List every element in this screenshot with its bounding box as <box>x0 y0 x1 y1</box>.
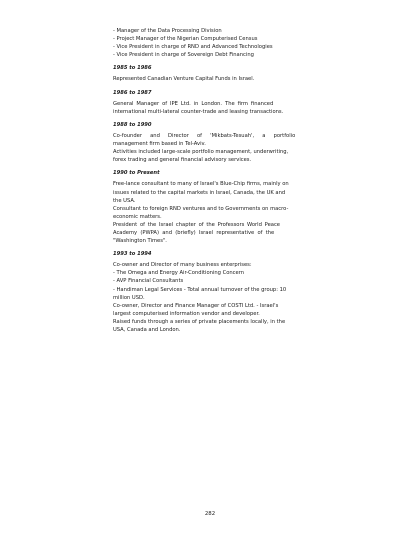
section-text: million USD. <box>113 294 145 301</box>
section-heading: 1986 to 1987 <box>113 89 152 96</box>
section-text: Academy (PWPA) and (briefly) Israel representative of the <box>113 229 275 236</box>
section-text: Consultant to foreign RND ventures and to Governments on macro- <box>113 205 289 212</box>
section-text: President of the Israel chapter of the Professors World Peace <box>113 221 280 228</box>
section-text: Co-founder and Director of 'Mikbats-Tesuah', a portfolio <box>113 132 296 139</box>
section-text: largest computerised information vendor and developer. <box>113 310 260 317</box>
section-text: management firm based in Tel-Aviv. <box>113 141 206 148</box>
section-text: the USA. <box>113 197 136 204</box>
list-item: - Project Manager of the Nigerian Computerised Census <box>113 36 258 43</box>
section-text: Co-owner and Director of many business enterprises: <box>113 262 252 269</box>
section-heading: 1990 to Present <box>113 170 160 177</box>
section-text: - AVP Financial Consultants <box>113 278 184 285</box>
section-1985-1986 <box>113 64 306 83</box>
page-number: 282 <box>204 511 216 517</box>
section-text: - Handiman Legal Services - Total annual turnover of the group: 10 <box>113 286 287 293</box>
list-item: - Vice President in charge of Sovereign Debt Financing <box>113 52 254 59</box>
section-1986-1987 <box>113 89 306 116</box>
list-item: - Manager of the Data Processing Division <box>113 28 222 34</box>
section-1993-1994 <box>113 250 306 334</box>
section-text: "Washington Times". <box>113 238 167 245</box>
section-text: Co-owner, Director and Finance Manager of COSTI Ltd. - Israel's <box>113 302 279 309</box>
section-text: international multi-lateral counter-trade and leasing transactions. <box>113 108 284 115</box>
section-text: - The Omega and Energy Air-Conditioning Concern <box>113 270 245 277</box>
section-text: Represented Canadian Venture Capital Funds in Israel. <box>113 76 255 83</box>
section-text: Raised funds through a series of private placements locally, in the <box>113 318 286 325</box>
section-heading: 1988 to 1990 <box>113 121 152 128</box>
section-text: issues related to the capital markets in Israel, Canada, the UK and <box>113 189 286 196</box>
section-1988-1990 <box>113 121 306 164</box>
section-heading: 1993 to 1994 <box>113 251 152 258</box>
list-item: - Vice President in charge of RND and Advanced Technologies <box>113 44 273 51</box>
section-text: General Manager of IPE Ltd. in London. The firm financed <box>113 100 274 107</box>
section-text: economic matters. <box>113 213 162 220</box>
page-content <box>113 27 306 334</box>
section-text: Free-lance consultant to many of Israel's Blue-Chip firms, mainly on <box>113 181 289 188</box>
section-heading: 1985 to 1986 <box>113 65 152 72</box>
section-text: USA, Canada and London. <box>113 327 181 333</box>
intro-list <box>113 27 306 59</box>
section-text: Activities included large-scale portfolio management, underwriting, <box>113 149 289 156</box>
section-text: forex trading and general financial advisory services. <box>113 157 252 164</box>
section-1990-present <box>113 169 306 245</box>
